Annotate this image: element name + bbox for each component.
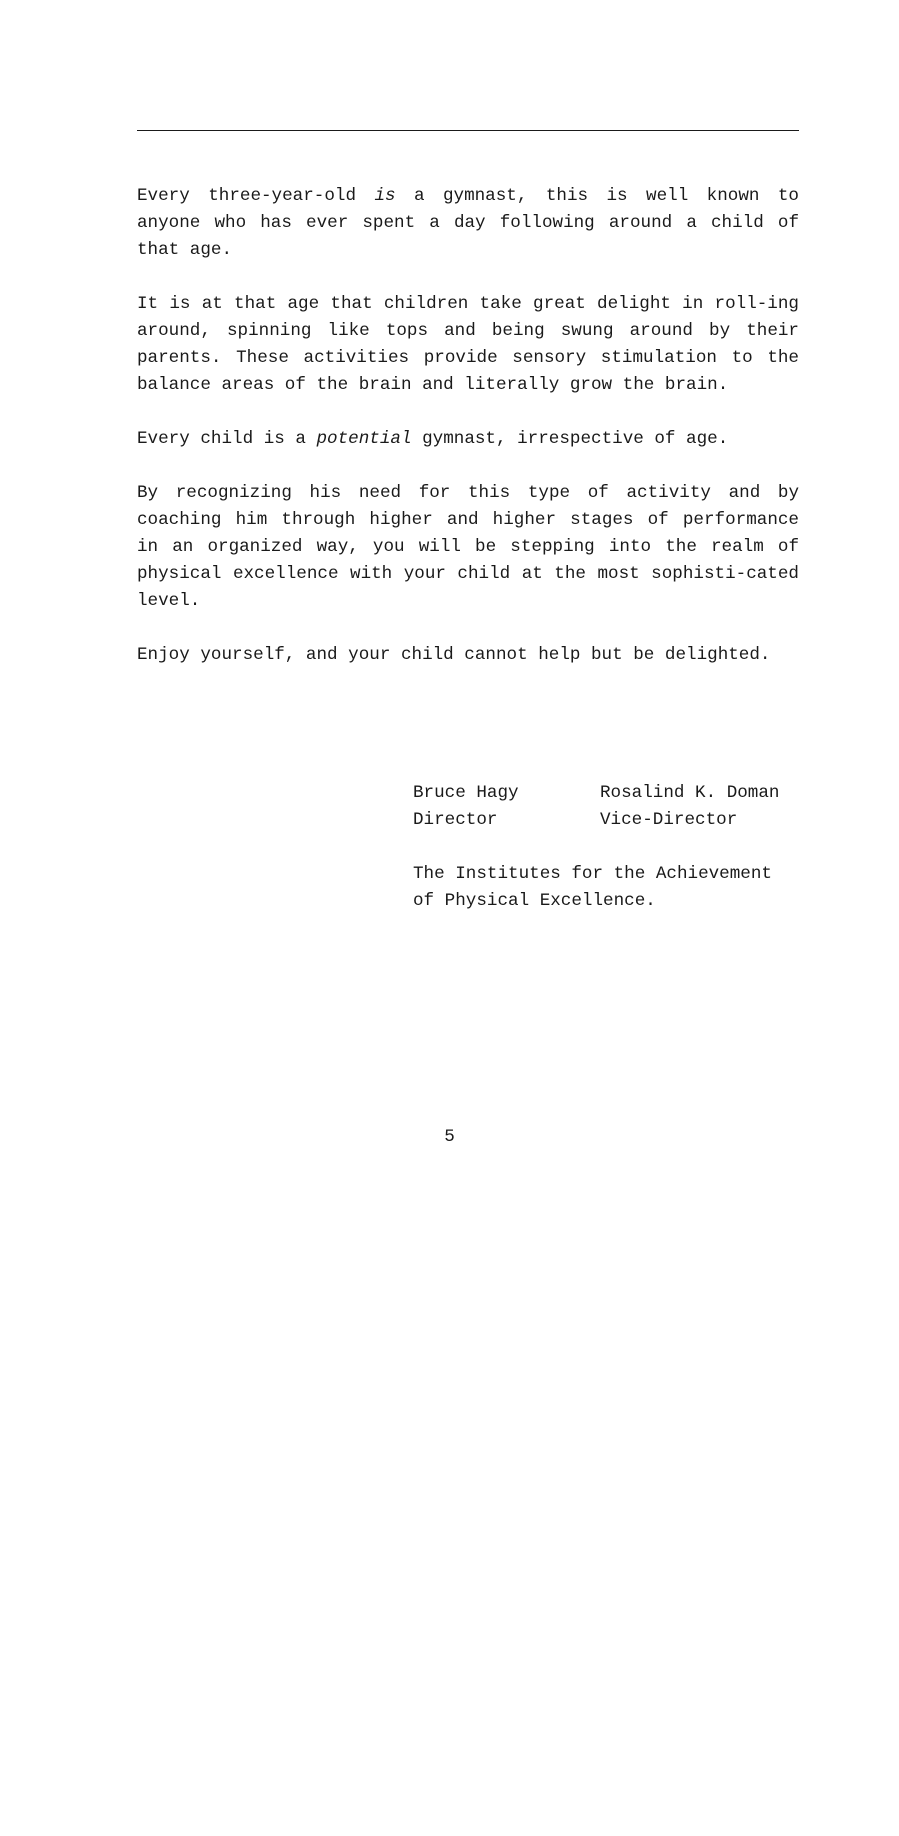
signatory-name: Rosalind K. Doman [600,783,780,803]
emphasis-is: is [374,186,396,206]
paragraph-2: It is at that age that children take great delight in roll-ing around, spinning like tops and being swung around by their parents. These activities provide sensory stimulation to the balance areas of the brain and literally grow the brain. [137,294,799,395]
signatory-title: Vice-Director [600,810,738,830]
paragraph-4: By recognizing his need for this type of activity and by coaching him through higher and higher stages of performance in an organized way, you will be stepping into the realm of physical excellence with your child at the most sophisti-cated level. [137,483,799,611]
signatory-2 [600,780,780,834]
signatory-title: Director [413,810,498,830]
page-number: 5 [444,1127,455,1147]
paragraph-3: Every child is a potential gymnast, irrespective of age. [137,429,729,449]
signatory-name: Bruce Hagy [413,783,519,803]
emphasis-potential: potential [316,429,412,449]
paragraph-1: Every three-year-old is a gymnast, this is well known to anyone who has ever spent a day following around a child of that age. [137,186,799,260]
paragraph-5: Enjoy yourself, and your child cannot help but be delighted. [137,645,771,665]
signatory-1 [413,780,519,834]
top-rule [137,130,799,131]
body-text [137,183,799,669]
institute-name: The Institutes for the Achievement of Physical Excellence. [413,864,772,911]
